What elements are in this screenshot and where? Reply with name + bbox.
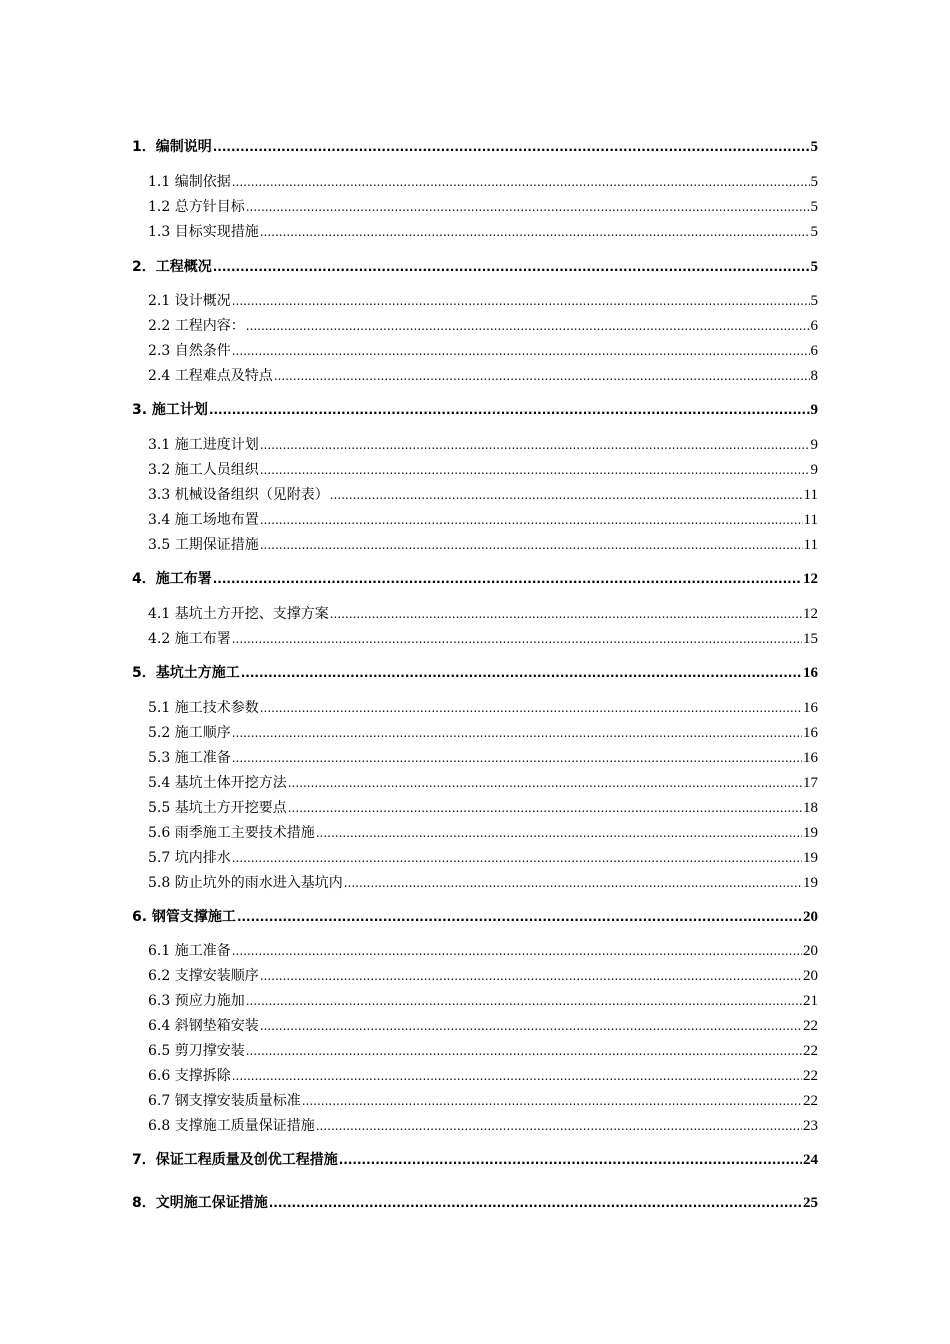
toc-page-number: 22 (803, 1068, 818, 1084)
toc-section-entry[interactable] (132, 662, 818, 682)
toc-entry-title: 6.8 支撑施工质量保证措施 (148, 1118, 315, 1134)
toc-page-number: 22 (803, 1093, 818, 1109)
toc-subsection-entry[interactable] (132, 196, 818, 221)
toc-entry-title: 6.3 预应力施加 (148, 993, 245, 1009)
toc-page-number: 6 (810, 343, 818, 359)
toc-page-number: 18 (803, 800, 818, 816)
toc-section-entry[interactable] (132, 136, 818, 156)
toc-entry-title: 2.1 设计概况 (148, 293, 231, 309)
toc-entry-title: 1.3 目标实现措施 (148, 224, 259, 240)
toc-entry-title: 2．工程概况 (132, 259, 212, 275)
toc-entry-title: 6.7 钢支撑安装质量标准 (148, 1093, 301, 1109)
toc-page-number: 20 (803, 968, 818, 984)
toc-page-number: 9 (810, 402, 818, 418)
toc-page-number: 20 (803, 943, 818, 959)
toc-leader-dots (213, 571, 802, 587)
toc-page-number: 9 (810, 462, 818, 478)
toc-section-entry[interactable] (132, 399, 818, 419)
toc-page-number: 23 (803, 1118, 818, 1134)
toc-page-number: 21 (803, 993, 818, 1009)
toc-page-number: 11 (803, 487, 818, 503)
toc-subsection-entry[interactable] (132, 772, 818, 797)
toc-entry-title: 5．基坑土方施工 (132, 665, 240, 681)
toc-entry-title: 2.4 工程难点及特点 (148, 368, 273, 384)
toc-entry-title: 5.3 施工准备 (148, 750, 231, 766)
toc-entry-title: 4.1 基坑土方开挖、支撑方案 (148, 606, 329, 622)
toc-leader-dots (237, 909, 802, 925)
toc-subsection-entry[interactable] (132, 628, 818, 653)
toc-leader-dots (302, 1093, 802, 1109)
toc-entry-title: 5.5 基坑土方开挖要点 (148, 800, 287, 816)
toc-leader-dots (260, 968, 802, 984)
toc-entry-title: 7．保证工程质量及创优工程措施 (132, 1152, 338, 1168)
toc-page-number: 8 (810, 368, 818, 384)
toc-page-number: 5 (810, 199, 818, 215)
toc-page-number: 22 (803, 1018, 818, 1034)
toc-page-number: 11 (803, 512, 818, 528)
toc-entry-title: 6.1 施工准备 (148, 943, 231, 959)
toc-entry-title: 5.7 坑内排水 (148, 850, 231, 866)
toc-section-entry[interactable] (132, 568, 818, 588)
toc-page-number: 15 (803, 631, 818, 647)
toc-entry-title: 3.1 施工进度计划 (148, 437, 259, 453)
toc-page-number: 22 (803, 1043, 818, 1059)
toc-entry-title: 3. 施工计划 (132, 402, 208, 418)
toc-entry-title: 1．编制说明 (132, 139, 212, 155)
toc-subsection-entry[interactable] (132, 459, 818, 484)
toc-subsection-entry[interactable] (132, 872, 818, 897)
toc-subsection-entry[interactable] (132, 822, 818, 847)
toc-leader-dots (269, 1195, 802, 1211)
toc-entry-title: 5.8 防止坑外的雨水进入基坑内 (148, 875, 343, 891)
toc-entry-title: 3.4 施工场地布置 (148, 512, 259, 528)
toc-leader-dots (232, 725, 802, 741)
toc-leader-dots (232, 631, 802, 647)
toc-leader-dots (246, 993, 802, 1009)
toc-leader-dots (232, 850, 802, 866)
toc-entry-title: 4.2 施工布署 (148, 631, 231, 647)
toc-subsection-entry[interactable] (132, 1115, 818, 1140)
toc-subsection-entry[interactable] (132, 965, 818, 990)
toc-subsection-entry[interactable] (132, 221, 818, 246)
toc-page-number: 9 (810, 437, 818, 453)
toc-subsection-entry[interactable] (132, 697, 818, 722)
toc-subsection-entry[interactable] (132, 509, 818, 534)
toc-subsection-entry[interactable] (132, 315, 818, 340)
toc-page-number: 17 (803, 775, 818, 791)
toc-subsection-entry[interactable] (132, 534, 818, 559)
toc-subsection-entry[interactable] (132, 484, 818, 509)
toc-entry-title: 5.4 基坑土体开挖方法 (148, 775, 287, 791)
toc-page-number: 16 (803, 750, 818, 766)
toc-leader-dots (232, 293, 810, 309)
toc-leader-dots (288, 775, 802, 791)
toc-page-number: 5 (810, 139, 818, 155)
toc-entry-title: 5.6 雨季施工主要技术措施 (148, 825, 315, 841)
toc-section-entry[interactable] (132, 1192, 818, 1212)
toc-subsection-entry[interactable] (132, 1090, 818, 1115)
toc-leader-dots (232, 750, 802, 766)
toc-leader-dots (260, 437, 810, 453)
toc-leader-dots (316, 1118, 802, 1134)
toc-page-number: 16 (803, 725, 818, 741)
toc-leader-dots (274, 368, 810, 384)
toc-leader-dots (344, 875, 802, 891)
toc-subsection-entry[interactable] (132, 365, 818, 390)
toc-subsection-entry[interactable] (132, 847, 818, 872)
toc-entry-title: 3.5 工期保证措施 (148, 537, 259, 553)
toc-entry-title: 3.2 施工人员组织 (148, 462, 259, 478)
toc-leader-dots (246, 1043, 802, 1059)
toc-page-number: 5 (810, 174, 818, 190)
toc-leader-dots (246, 199, 810, 215)
toc-page-number: 20 (803, 909, 818, 925)
toc-entry-title: 6.6 支撑拆除 (148, 1068, 231, 1084)
toc-section-entry[interactable] (132, 256, 818, 276)
toc-page-number: 11 (803, 537, 818, 553)
toc-subsection-entry[interactable] (132, 171, 818, 196)
toc-subsection-entry[interactable] (132, 290, 818, 315)
toc-leader-dots (260, 700, 802, 716)
toc-leader-dots (260, 224, 810, 240)
toc-subsection-entry[interactable] (132, 940, 818, 965)
toc-entry-title: 1.2 总方针目标 (148, 199, 245, 215)
toc-entry-title: 2.2 工程内容： (148, 318, 245, 334)
toc-leader-dots (330, 487, 803, 503)
toc-subsection-entry[interactable] (132, 990, 818, 1015)
toc-entry-title: 3.3 机械设备组织（见附表） (148, 487, 329, 503)
toc-subsection-entry[interactable] (132, 340, 818, 365)
toc-subsection-entry[interactable] (132, 1065, 818, 1090)
toc-entry-title: 8．文明施工保证措施 (132, 1195, 268, 1211)
toc-entry-title: 4．施工布署 (132, 571, 212, 587)
toc-entry-title: 6.2 支撑安装顺序 (148, 968, 259, 984)
toc-page-number: 16 (803, 665, 818, 681)
toc-page-number: 5 (810, 259, 818, 275)
toc-page-number: 12 (803, 571, 818, 587)
toc-leader-dots (232, 174, 810, 190)
toc-subsection-entry[interactable] (132, 434, 818, 459)
toc-page-number: 6 (810, 318, 818, 334)
toc-subsection-entry[interactable] (132, 797, 818, 822)
toc-entry-title: 6.4 斜钢垫箱安装 (148, 1018, 259, 1034)
toc-section-entry[interactable] (132, 906, 818, 926)
toc-leader-dots (213, 139, 810, 155)
toc-subsection-entry[interactable] (132, 722, 818, 747)
toc-leader-dots (241, 665, 802, 681)
toc-entry-title: 2.3 自然条件 (148, 343, 231, 359)
toc-subsection-entry[interactable] (132, 1040, 818, 1065)
toc-page-number: 19 (803, 850, 818, 866)
toc-subsection-entry[interactable] (132, 1015, 818, 1040)
toc-leader-dots (316, 825, 802, 841)
toc-page-number: 5 (810, 293, 818, 309)
toc-entry-title: 1.1 编制依据 (148, 174, 231, 190)
toc-entry-title: 5.2 施工顺序 (148, 725, 231, 741)
toc-leader-dots (209, 402, 810, 418)
toc-subsection-entry[interactable] (132, 747, 818, 772)
toc-leader-dots (260, 1018, 802, 1034)
toc-leader-dots (260, 512, 803, 528)
toc-leader-dots (232, 943, 802, 959)
toc-leader-dots (246, 318, 810, 334)
toc-leader-dots (339, 1152, 802, 1168)
toc-subsection-entry[interactable] (132, 603, 818, 628)
toc-page-number: 19 (803, 825, 818, 841)
toc-page-number: 24 (803, 1152, 818, 1168)
toc-entry-title: 5.1 施工技术参数 (148, 700, 259, 716)
toc-leader-dots (232, 343, 810, 359)
toc-leader-dots (232, 1068, 802, 1084)
toc-page-number: 12 (803, 606, 818, 622)
toc-page-number: 19 (803, 875, 818, 891)
toc-page-number: 16 (803, 700, 818, 716)
toc-entry-title: 6. 钢管支撑施工 (132, 909, 236, 925)
toc-leader-dots (213, 259, 810, 275)
toc-leader-dots (260, 537, 803, 553)
toc-leader-dots (288, 800, 802, 816)
toc-page-number: 5 (810, 224, 818, 240)
toc-page-number: 25 (803, 1195, 818, 1211)
toc-entry-title: 6.5 剪刀撑安装 (148, 1043, 245, 1059)
toc-leader-dots (260, 462, 810, 478)
toc-leader-dots (330, 606, 802, 622)
toc-section-entry[interactable] (132, 1149, 818, 1169)
